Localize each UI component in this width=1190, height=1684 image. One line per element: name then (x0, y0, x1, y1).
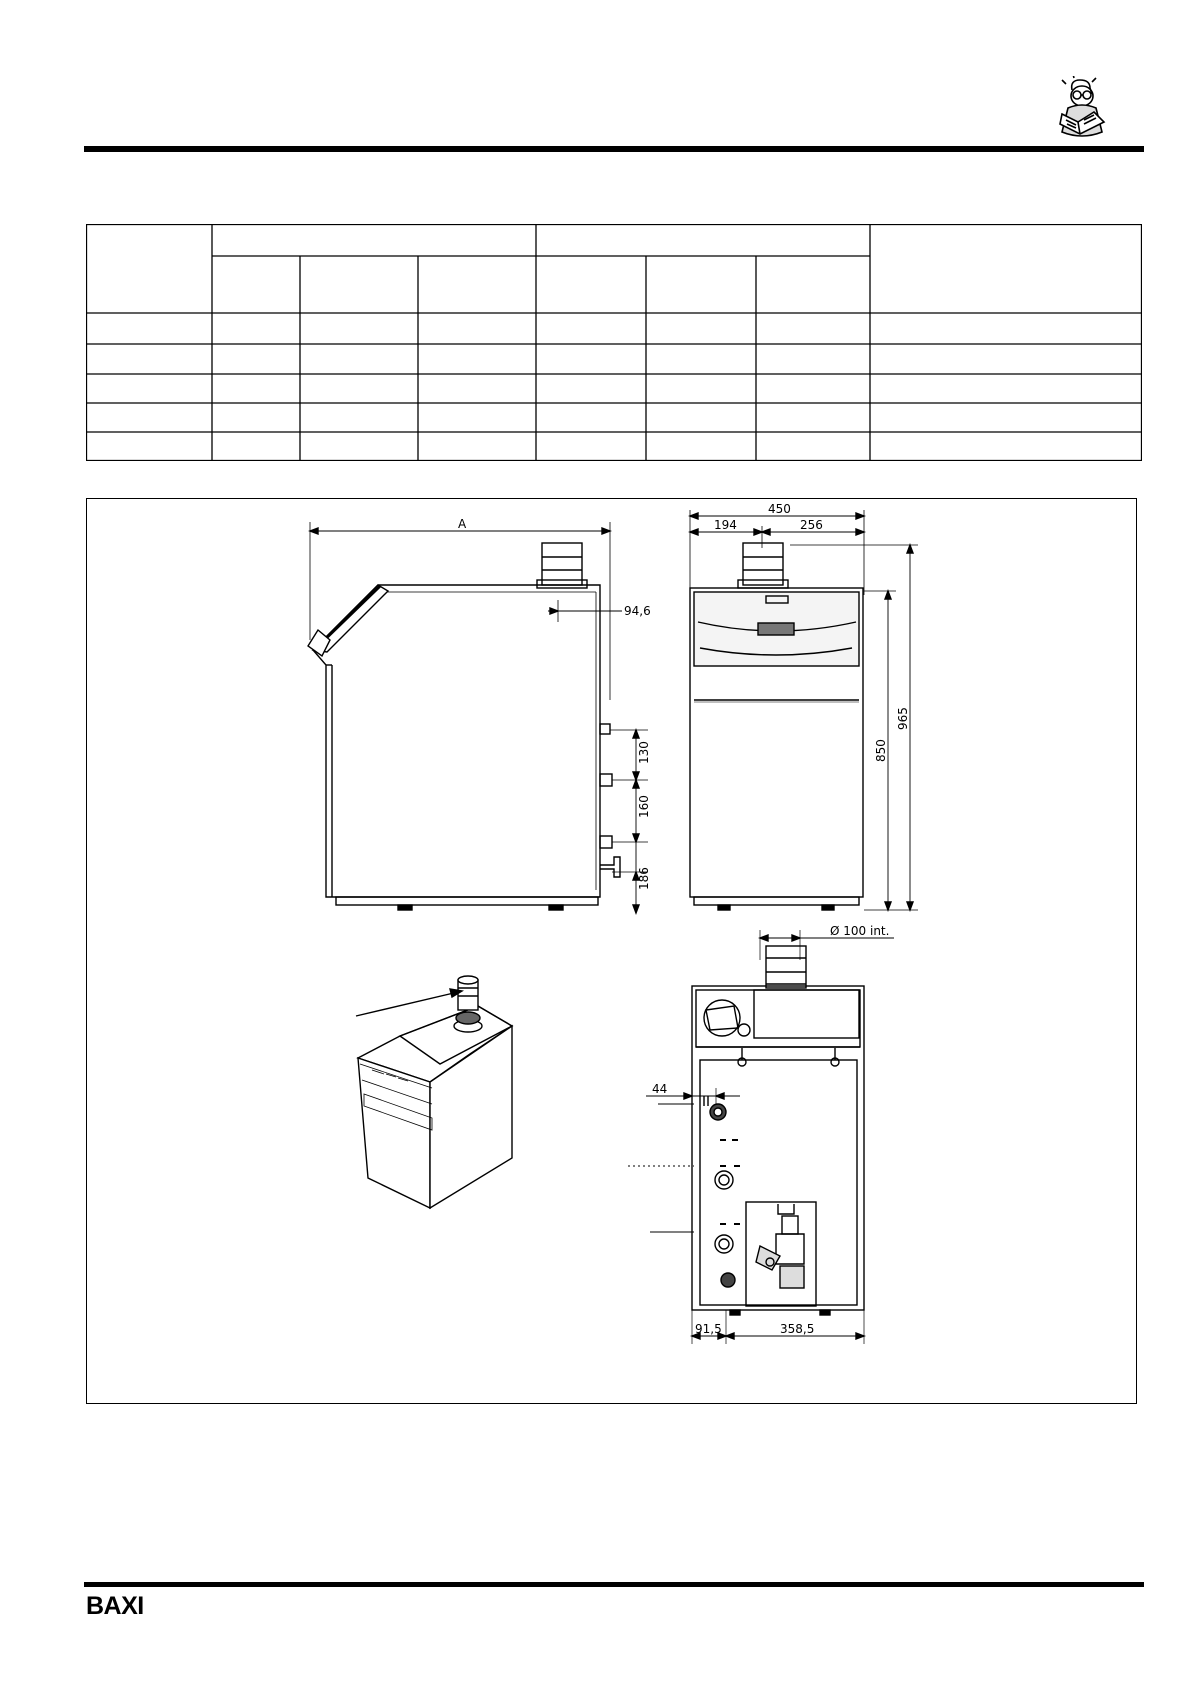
footer-rule (84, 1582, 1144, 1587)
front-view (690, 510, 918, 960)
isometric-view (356, 976, 512, 1208)
dim-label-965: 965 (896, 707, 910, 730)
dim-label-256: 256 (800, 518, 823, 532)
dim-label-160: 160 (637, 795, 651, 818)
dim-label-a: A (458, 517, 467, 531)
brand-logo: BAXI (86, 1592, 144, 1620)
dim-label-850: 850 (874, 739, 888, 762)
dim-label-194: 194 (714, 518, 737, 532)
side-view (308, 522, 648, 913)
dim-label-130: 130 (637, 741, 651, 764)
rear-view (628, 946, 864, 1344)
dim-label-450: 450 (768, 502, 791, 516)
dim-label-94-6: 94,6 (624, 604, 651, 618)
dim-label-44: 44 (652, 1082, 668, 1096)
dim-label-flue-diameter: Ø 100 int. (830, 924, 890, 938)
dim-label-358-5: 358,5 (780, 1322, 815, 1336)
dim-label-186: 186 (637, 867, 651, 890)
dim-label-91-5: 91,5 (695, 1322, 722, 1336)
